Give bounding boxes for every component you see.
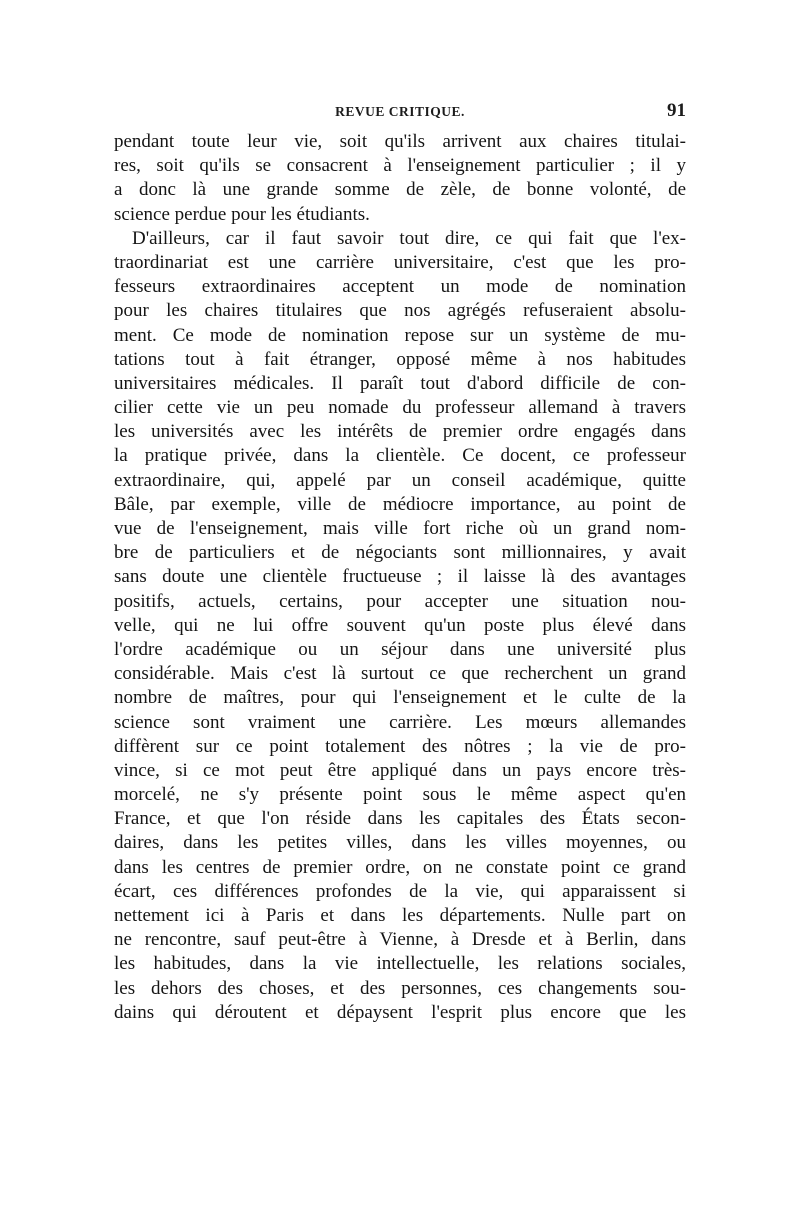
- text-line: res, soit qu'ils se consacrent à l'enseignement particulier ; il y: [114, 155, 686, 177]
- text-line: pendant toute leur vie, soit qu'ils arrivent aux chaires titulai-: [114, 131, 686, 152]
- text-line: l'ordre académique ou un séjour dans une université plus: [114, 638, 686, 660]
- text-line: sans doute une clientèle fructueuse ; il laisse là des avantages: [114, 566, 686, 588]
- text-line: tations tout à fait étranger, opposé même à nos habitudes: [114, 348, 686, 370]
- body-text: [114, 130, 686, 1025]
- text-line: ne rencontre, sauf peut-être à Vienne, à Dresde et à Berlin, dans: [114, 929, 686, 951]
- text-line: nettement ici à Paris et dans les départements. Nulle part on: [114, 905, 686, 926]
- running-title: REVUE CRITIQUE.: [335, 104, 465, 119]
- text-line: a donc là une grande somme de zèle, de bonne volonté, de: [114, 179, 686, 201]
- text-line: universitaires médicales. Il paraît tout d'abord difficile de con-: [114, 372, 686, 394]
- text-line: vince, si ce mot peut être appliqué dans un pays encore très-: [114, 759, 686, 781]
- text-line: cilier cette vie un peu nomade du professeur allemand à travers: [114, 397, 686, 419]
- text-line: science perdue pour les étudiants.: [114, 203, 370, 225]
- text-line: dans les centres de premier ordre, on ne constate point ce grand: [114, 856, 686, 878]
- text-line: Bâle, par exemple, ville de médiocre importance, au point de: [114, 493, 686, 515]
- text-line: France, et que l'on réside dans les capitales des États secon-: [114, 808, 686, 830]
- text-line: diffèrent sur ce point totalement des nôtres ; la vie de pro-: [114, 735, 686, 757]
- page-number: 91: [667, 100, 686, 121]
- text-line: les habitudes, dans la vie intellectuelle, les relations sociales,: [114, 953, 686, 975]
- text-line: pour les chaires titulaires que nos agrégés refuseraient absolu-: [114, 300, 686, 322]
- text-line: dains qui déroutent et dépaysent l'esprit plus encore que les: [114, 1001, 686, 1023]
- text-line: les universités avec les intérêts de premier ordre engagés dans: [114, 421, 686, 443]
- text-line: traordinariat est une carrière universitaire, c'est que les pro-: [114, 251, 686, 273]
- text-line: morcelé, ne s'y présente point sous le même aspect qu'en: [114, 784, 686, 806]
- text-line: daires, dans les petites villes, dans les villes moyennes, ou: [114, 832, 686, 854]
- text-line: vue de l'enseignement, mais ville fort riche où un grand nom-: [114, 518, 686, 539]
- text-line: considérable. Mais c'est là surtout ce que recherchent un grand: [114, 663, 686, 685]
- text-line: D'ailleurs, car il faut savoir tout dire, ce qui fait que l'ex-: [132, 227, 686, 249]
- text-line: ment. Ce mode de nomination repose sur un système de mu-: [114, 324, 686, 346]
- text-line: nombre de maîtres, pour qui l'enseignement et le culte de la: [114, 687, 686, 709]
- text-line: fesseurs extraordinaires acceptent un mode de nomination: [114, 276, 686, 298]
- running-head: [114, 100, 686, 124]
- text-line: science sont vraiment une carrière. Les mœurs allemandes: [114, 711, 686, 733]
- text-line: bre de particuliers et de négociants sont millionnaires, y avait: [114, 542, 686, 564]
- text-line: extraordinaire, qui, appelé par un conseil académique, quitte: [114, 469, 686, 491]
- text-line: velle, qui ne lui offre souvent qu'un poste plus élevé dans: [114, 614, 686, 636]
- text-line: la pratique privée, dans la clientèle. Ce docent, ce professeur: [114, 445, 686, 467]
- text-line: positifs, actuels, certains, pour accepter une situation nou-: [114, 590, 686, 612]
- text-line: les dehors des choses, et des personnes, ces changements sou-: [114, 977, 686, 999]
- text-line: écart, ces différences profondes de la vie, qui apparaissent si: [114, 880, 686, 902]
